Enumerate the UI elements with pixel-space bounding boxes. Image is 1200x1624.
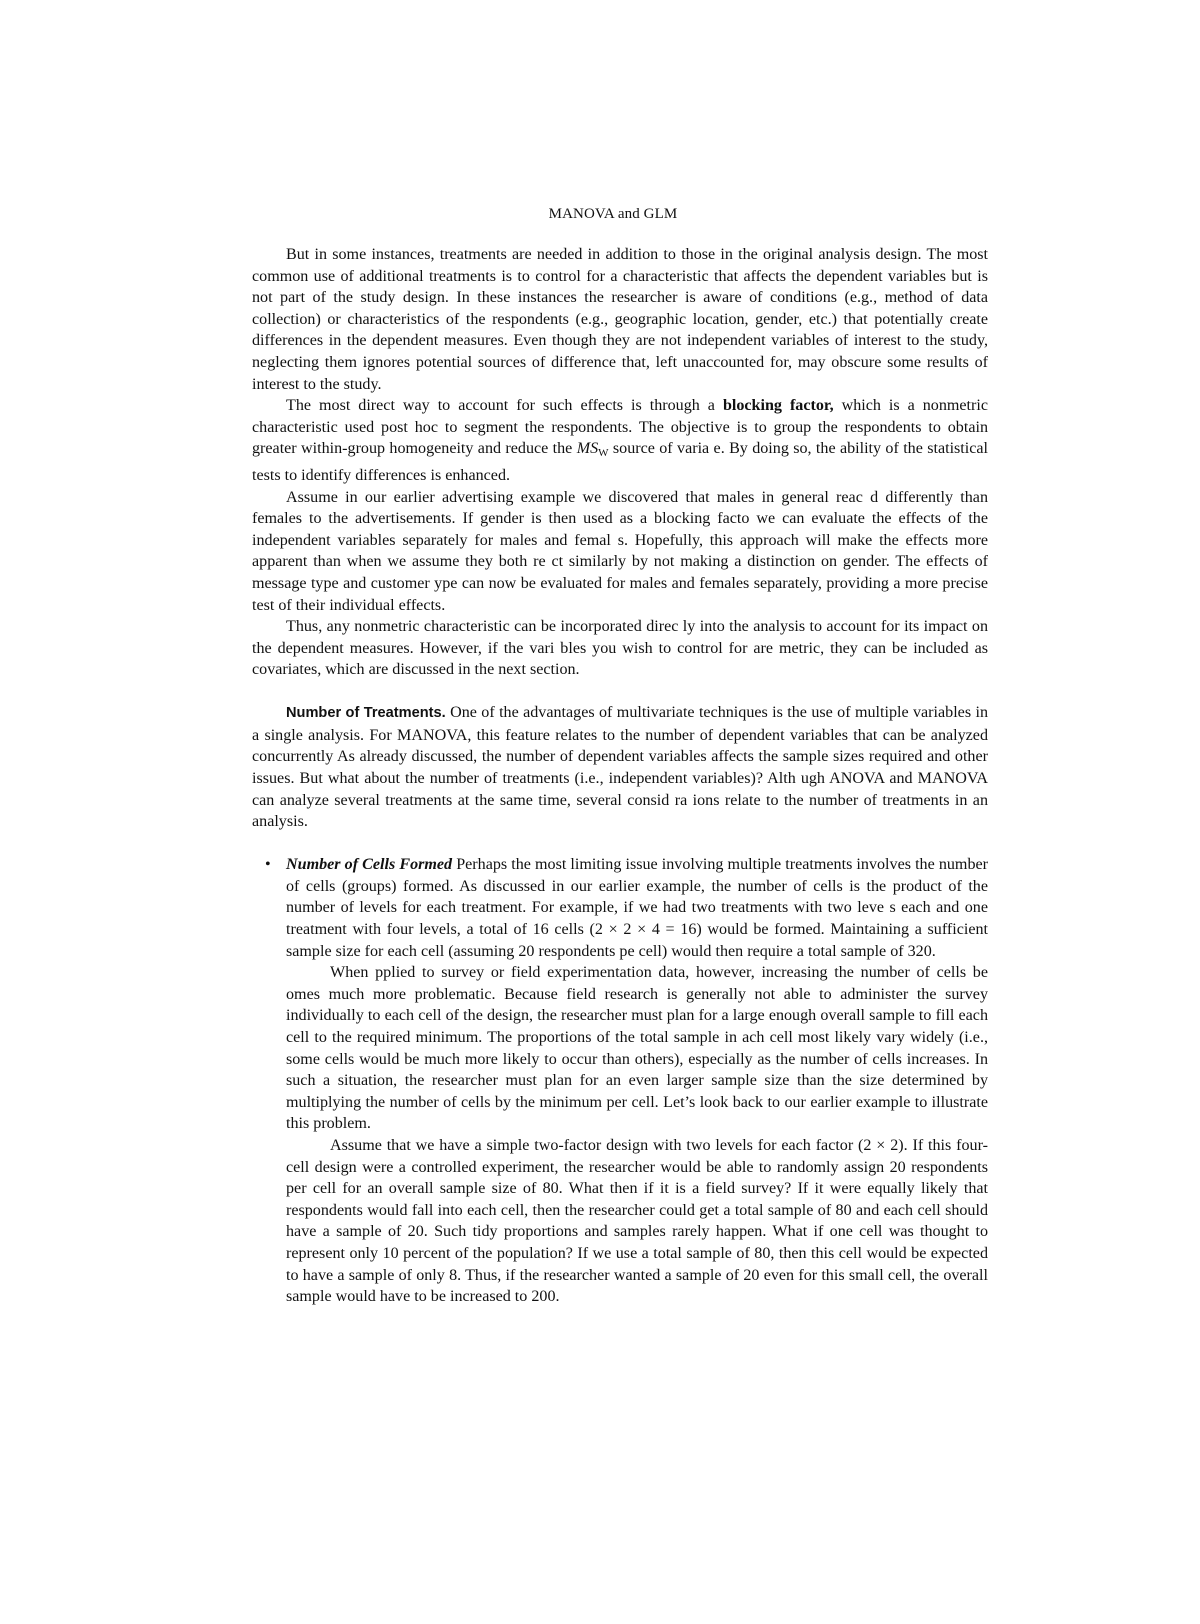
- paragraph-blocking-factor: [252, 395, 988, 486]
- section-text: One of the advantages of multivariate techniques is the use of multiple variables in a single analysis. For MANOVA, this feature relates to the number of dependent variables that can be analyzed concurrently As already discussed, the number of dependent variables affects the sample sizes required and other issues. But what about the number of treatments (i.e., independent variables)? Alth ugh ANOVA and MANOVA can analyze several treatments at the same time, several consid ra ions relate to the number of treatments in an analysis.: [252, 704, 988, 831]
- paragraph-advertising-example: Assume in our earlier advertising example we discovered that males in general reac d differently than females to the advertisements. If gender is then used as a blocking facto we can evaluate the effects of the independent variables separately for males and femal s. Hopefully, this approach will make the effects more apparent than when we assume they both re ct similarly by not making a distinction on gender. The effects of message type and customer ype can now be evaluated for males and females separately, providing a more precise test of their individual effects.: [252, 488, 988, 614]
- paragraph-text: source of varia e. By doing so, the ability of the statistical tests to identify differences is enhanced.: [252, 440, 989, 484]
- list-item-cells-formed: [265, 854, 988, 1307]
- section-number-of-treatments: [252, 702, 988, 833]
- paragraph-text: which is a nonmetric characteristic used post hoc to segment the respondents. The objective is to group the respondents to obtain greater within-group homogeneity and reduce the: [252, 397, 988, 458]
- bullet-marker: •: [265, 856, 271, 874]
- term-blocking-factor: blocking factor,: [722, 397, 834, 415]
- ms-symbol: MSW: [576, 440, 609, 460]
- bullet-text: Perhaps the most limiting issue involving multiple treatments involves the number of cells (groups) formed. As discussed in our earlier example, the number of cells is the product of the number of levels for each treatment. For example, if we had two treatments with two leve s each and one treatment with four levels, a total of 16 cells (2 × 2 × 4 = 16) would be formed. Maintaining a sufficient sample size for each cell (assuming 20 respondents pe cell) would then require a total sample of 320.: [286, 856, 988, 960]
- bullet-term: Number of Cells Formed: [286, 856, 453, 874]
- bullet-paragraph: [286, 854, 988, 962]
- bullet-paragraph-two-factor: Assume that we have a simple two-factor design with two levels for each factor (2 × 2). If this four-cell design were a controlled experiment, the researcher would be able to randomly assign 20 respondents per cell for an overall sample size of 80. What then if it is a field survey? If it were equally likely that respondents would fall into each cell, then the researcher could get a total sample of 80 and each cell should have a sample of 20. Such tidy proportions and samples rarely happen. What if one cell was thought to represent only 10 percent of the population? If we use a total sample of 80, then this cell would be expected to have a sample of only 8. Thus, if the researcher wanted a sample of 20 even for this small cell, the overall sample would have to be increased to 200.: [286, 1136, 988, 1306]
- body-text: [252, 244, 988, 1308]
- bullet-list: [252, 854, 988, 1307]
- bullet-paragraph-field-data: When pplied to survey or field experimentation data, however, increasing the number of cells be omes much more problematic. Because field research is generally not able to administer the survey individually to each cell of the design, the researcher must plan for a large enough overall sample to fill each cell to the required minimum. The proportions of the total sample in ach cell most likely vary widely (i.e., some cells would be much more likely to occur than others), especially as the number of cells increases. In such a situation, the researcher must plan for an even larger sample size than the size determined by multiplying the number of cells by the minimum per cell. Let’s look back to our earlier example to illustrate this problem.: [286, 964, 988, 1133]
- running-head: MANOVA and GLM: [548, 206, 678, 222]
- section-heading: Number of Treatments.: [286, 705, 446, 722]
- paragraph-text: The most direct way to account for such effects is through a: [286, 397, 723, 415]
- paragraph-additional-treatments: But in some instances, treatments are needed in addition to those in the original analysis design. The most common use of additional treatments is to control for a characteristic that affects the dependent variables but is not part of the study design. In these instances the researcher is aware of conditions (e.g., method of data collection) or characteristics of the respondents (e.g., geographic location, gender, etc.) that potentially create differences in the dependent measures. Even though they are not independent variables of interest to the study, neglecting them ignores potential sources of difference that, left unaccounted for, may obscure some results of interest to the study.: [252, 246, 988, 393]
- paragraph-nonmetric-characteristic: Thus, any nonmetric characteristic can be incorporated direc ly into the analysis to account for its impact on the dependent measures. However, if the vari bles you wish to control for are metric, they can be included as covariates, which are discussed in the next section.: [252, 618, 988, 679]
